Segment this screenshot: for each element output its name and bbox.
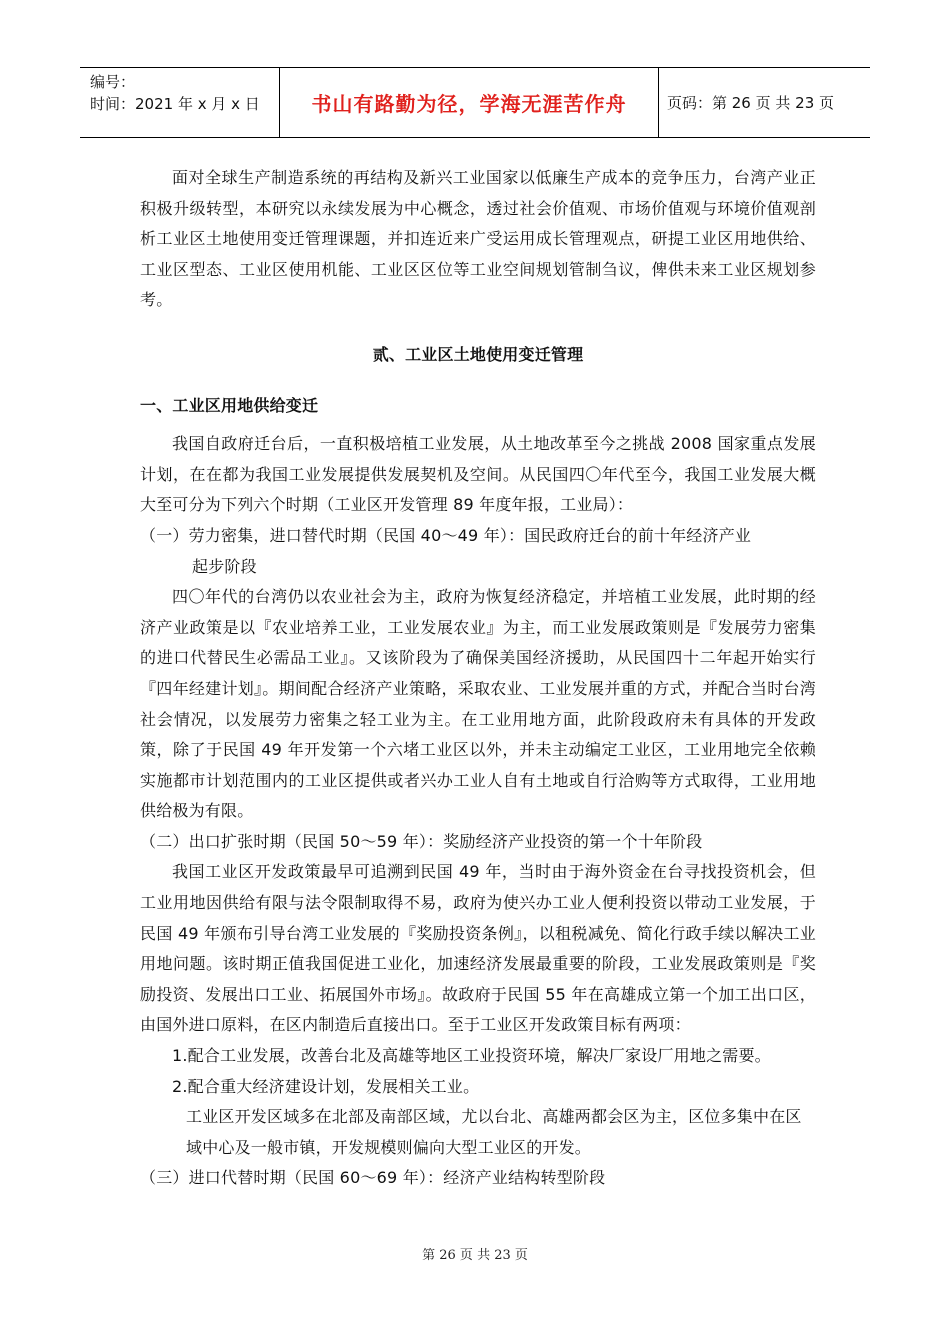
document-body bbox=[140, 163, 816, 1194]
header-date: 时间：2021 年 x 月 x 日 bbox=[90, 95, 260, 113]
header-number: 编号： bbox=[90, 73, 136, 91]
period-1-title: （一）劳力密集，进口替代时期（民国 40～49 年）：国民政府迁台的前十年经济产业 bbox=[140, 525, 752, 545]
header-page-info: 页码：第 26 页 共 23 页 bbox=[667, 94, 835, 112]
list-item-2: 2.配合重大经济建设计划，发展相关工业。 bbox=[172, 1076, 480, 1096]
intro-paragraph: 面对全球生产制造系统的再结构及新兴工业国家以低廉生产成本的竞争压力，台湾产业正积极升级转型，本研究以永续发展为中心概念，透过社会价值观、市场价值观与环境价值观剖析工业区土地使用变迁管理课题，并扣连近来广受运用成长管理观点，研提工业区用地供给、工业区型态、工业区使用机能、工业区区位等工业空间规划管制刍议，俾供未来工业区规划参考。 bbox=[140, 168, 816, 310]
header-meta bbox=[80, 68, 280, 137]
paragraph-1: 我国自政府迁台后，一直积极培植工业发展，从土地改革至今之挑战 2008 国家重点发展计划，在在都为我国工业发展提供发展契机及空间。从民国四〇年代至今，我国工业发展大概大至可分为下列六个时期（工业区开发管理 89 年度年报，工业局）： bbox=[140, 434, 816, 515]
subsection-title: 一、工业区用地供给变迁 bbox=[140, 395, 319, 415]
note-paragraph: 工业区开发区域多在北部及南部区域，尤以台北、高雄两都会区为主，区位多集中在区域中心及一般市镇，开发规模则偏向大型工业区的开发。 bbox=[186, 1107, 802, 1157]
period-1-title-continued: 起步阶段 bbox=[192, 556, 257, 576]
paragraph-2: 四〇年代的台湾仍以农业社会为主，政府为恢复经济稳定，并培植工业发展，此时期的经济产业政策是以『农业培养工业，工业发展农业』为主，而工业发展政策则是『发展劳力密集的进口代替民生必需品工业』。又该阶段为了确保美国经济援助，从民国四十二年起开始实行『四年经建计划』。期间配合经济产业策略，采取农业、工业发展并重的方式，并配合当时台湾社会情况，以发展劳力密集之轻工业为主。在工业用地方面，此阶段政府未有具体的开发政策，除了于民国 49 年开发第一个六堵工业区以外，并未主动编定工业区，工业用地完全依赖实施都市计划范围内的工业区提供或者兴办工业人自有土地或自行洽购等方式取得，工业用地供给极为有限。 bbox=[140, 587, 816, 821]
header-motto: 书山有路勤为径，学海无涯苦作舟 bbox=[280, 68, 659, 137]
page-header bbox=[80, 67, 870, 138]
period-2-title: （二）出口扩张时期（民国 50～59 年）：奖励经济产业投资的第一个十年阶段 bbox=[140, 831, 703, 851]
period-3-title: （三）进口代替时期（民国 60～69 年）：经济产业结构转型阶段 bbox=[140, 1168, 606, 1188]
page-footer: 第 26 页 共 23 页 bbox=[422, 1248, 528, 1263]
list-item-1: 1.配合工业发展，改善台北及高雄等地区工业投资环境，解决厂家设厂用地之需要。 bbox=[172, 1046, 771, 1066]
paragraph-3: 我国工业区开发政策最早可追溯到民国 49 年，当时由于海外资金在台寻找投资机会，但工业用地因供给有限与法令限制取得不易，政府为使兴办工业人便利投资以带动工业发展，于民国 49 年颁布引导台湾工业发展的『奖励投资条例』，以租税减免、简化行政手续以解决工业用地问题。该时期正值我国促进工业化，加速经济发展最重要的阶段，工业发展政策则是『奖励投资、发展出口工业、拓展国外市场』。故政府于民国 55 年在高雄成立第一个加工出口区，由国外进口原料，在区内制造后直接出口。至于工业区开发政策目标有两项： bbox=[140, 862, 816, 1035]
section-title: 贰、工业区土地使用变迁管理 bbox=[372, 344, 584, 364]
